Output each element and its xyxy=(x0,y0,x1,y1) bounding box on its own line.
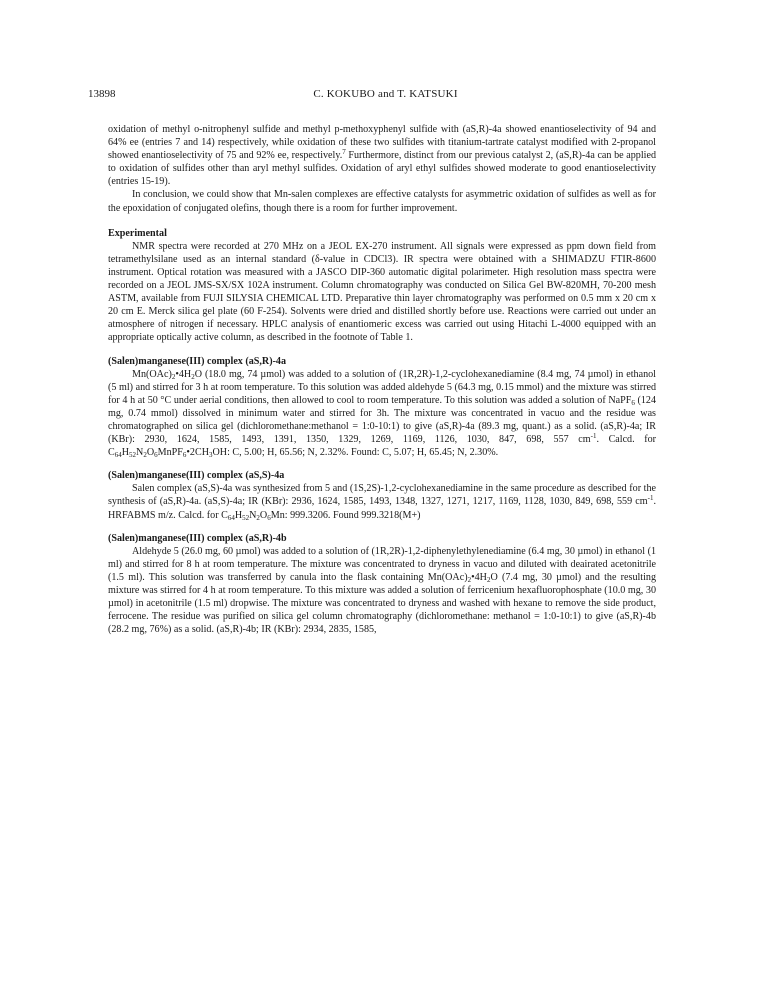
running-header-authors: C. KOKUBO and T. KATSUKI xyxy=(313,88,458,100)
experimental-heading: Experimental xyxy=(108,227,167,239)
paragraph-experimental: NMR spectra were recorded at 270 MHz on a JEOL EX-270 instrument. All signals were expressed as ppm down field from tetramethylsilane used as an internal standard (δ-value in CDCl3). IR spectra were obtained with a SHIMADZU FTIR-8600 instrument. Optical rotation was measured with a JASCO DIP-360 automatic digital polarimeter. High resolution mass spectra were recorded on a JEOL JMS-SX/SX 102A instrument. Column chromatography was conducted on Silica Gel BW-820MH, 70-200 mesh ASTM, available from FUJI SILYSIA CHEMICAL LTD. Preparative thin layer chromatography was performed on 0.5 mm x 20 cm x 20 cm E. Merck silica gel plate (60 F-254). Solvents were dried and distilled shortly before use. Reactions were carried out under an atmosphere of nitrogen if necessary. HPLC analysis of enantiomeric excess was carried out using Hitachi L-4000 equipped with an appropriate optically active column, as described in the footnote of Table 1. xyxy=(108,240,656,344)
paragraph-aSS-4a: Salen complex (aS,S)-4a was synthesized from 5 and (1S,2S)-1,2-cyclohexanediamine in the same procedure as described for the synthesis of (aS,R)-4a. (aS,S)-4a; IR (KBr): 2936, 1624, 1585, 1493, 1348, 1327, 1271, 1217, 1169, 1128, 1030, 849, 698, 559 $cm^{-1}$. HRFABMS m/z. Calcd. for $C_{64}H_{52}N_2O_6Mn$: 999.3206. Found 999.3218(M+) xyxy=(108,483,656,522)
article-body xyxy=(108,123,656,636)
paragraph-aSR-4a: $Mn(OAc)_2•4H_2O$ (18.0 mg, 74 µmol) was added to a solution of (1R,2R)-1,2-cyclohexanediamine (8.4 mg, 74 µmol) in ethanol (5 ml) and stirred for 3 h at room temperature. To this solution was added aldehyde 5 (64.3 mg, 0.15 mmol) and the mixture was stirred for 4 h at 50 °C under aerial conditions, then allowed to cool to room temperature. To this solution was added a solution of NaPF$_6$ (124 mg, 0.74 mmol) dissolved in minimum water and stirred for 3h. The mixture was concentrated in vacuo and the residue was chromatographed on silica gel (dichloromethane:methanol = 1:0-10:1) to give (aS,R)-4a (89.3 mg, quant.) as a solid. (aS,R)-4a; IR (KBr): 2930, 1624, 1585, 1493, 1391, 1350, 1329, 1269, 1169, 1126, 1030, 847, 698, 557 $cm^{-1}$. Calcd. for $C_{64}H_{52}N_2O_6MnPF_6•2CH_3OH$: C, 5.00; H, 65.56; N, 2.32%. Found: C, 5.07; H, 65.45; N, 2.30%. xyxy=(108,368,656,460)
running-header xyxy=(88,88,683,104)
paragraph-aSR-4b: Aldehyde 5 (26.0 mg, 60 µmol) was added to a solution of (1R,2R)-1,2-diphenylethylenediamine (6.4 mg, 30 µmol) in ethanol (1 ml) and stirred for 8 h at room temperature. The mixture was concentrated to dryness in vacuo and diluted with deairated acetonitrile (1.5 ml). This solution was transferred by canula into the flask containing $Mn(OAc)_2•4H_2O$ (7.4 mg, 30 µmol) and the resulting mixture was stirred for 4 h at room temperature. To this mixture was added a solution of ferricenium hexafluorophosphate (10.0 mg, 30 µmol) in acetonitrile (1.5 ml) dropwise. The mixture was concentrated to dryness and washed with hexane to remove the side product, ferrocene. The residue was purified on silica gel column chromatography (dichloromethane: methanol = 1:0-10:1) to give (aS,R)-4b (28.2 mg, 76%) as a solid. (aS,R)-4b; IR (KBr): 2934, 2835, 1585, xyxy=(108,545,657,636)
paragraph-results: oxidation of methyl o-nitrophenyl sulfide and methyl p-methoxyphenyl sulfide with (aS,R)-4a showed enantioselectivity of 94 and 64% ee (entries 7 and 14) respectively, while oxidation of these two sulfides with titanium-tartrate catalyst modified with 2-propanol showed enantioselectivity of 75 and 92% ee, respectively.$^7$ Furthermore, distinct from our previous catalyst 2, (aS,R)-4a can be applied to oxidation of sulfides other than aryl methyl sulfides. Oxidation of aryl ethyl sulfides showed moderate to good enantioselectivity (entries 15-19). xyxy=(108,124,656,188)
page-number: 13898 xyxy=(88,88,116,100)
compound-heading-aSS-4a: (Salen)manganese(III) complex (aS,S)-4a xyxy=(108,470,285,482)
paragraph-conclusion: In conclusion, we could show that Mn-salen complexes are effective catalysts for asymmetric oxidation of sulfides as well as for the epoxidation of conjugated olefins, though there is a room for further improvement. xyxy=(108,189,656,214)
compound-heading-aSR-4a: (Salen)manganese(III) complex (aS,R)-4a xyxy=(108,355,287,367)
compound-heading-aSR-4b: (Salen)manganese(III) complex (aS,R)-4b xyxy=(108,532,287,544)
